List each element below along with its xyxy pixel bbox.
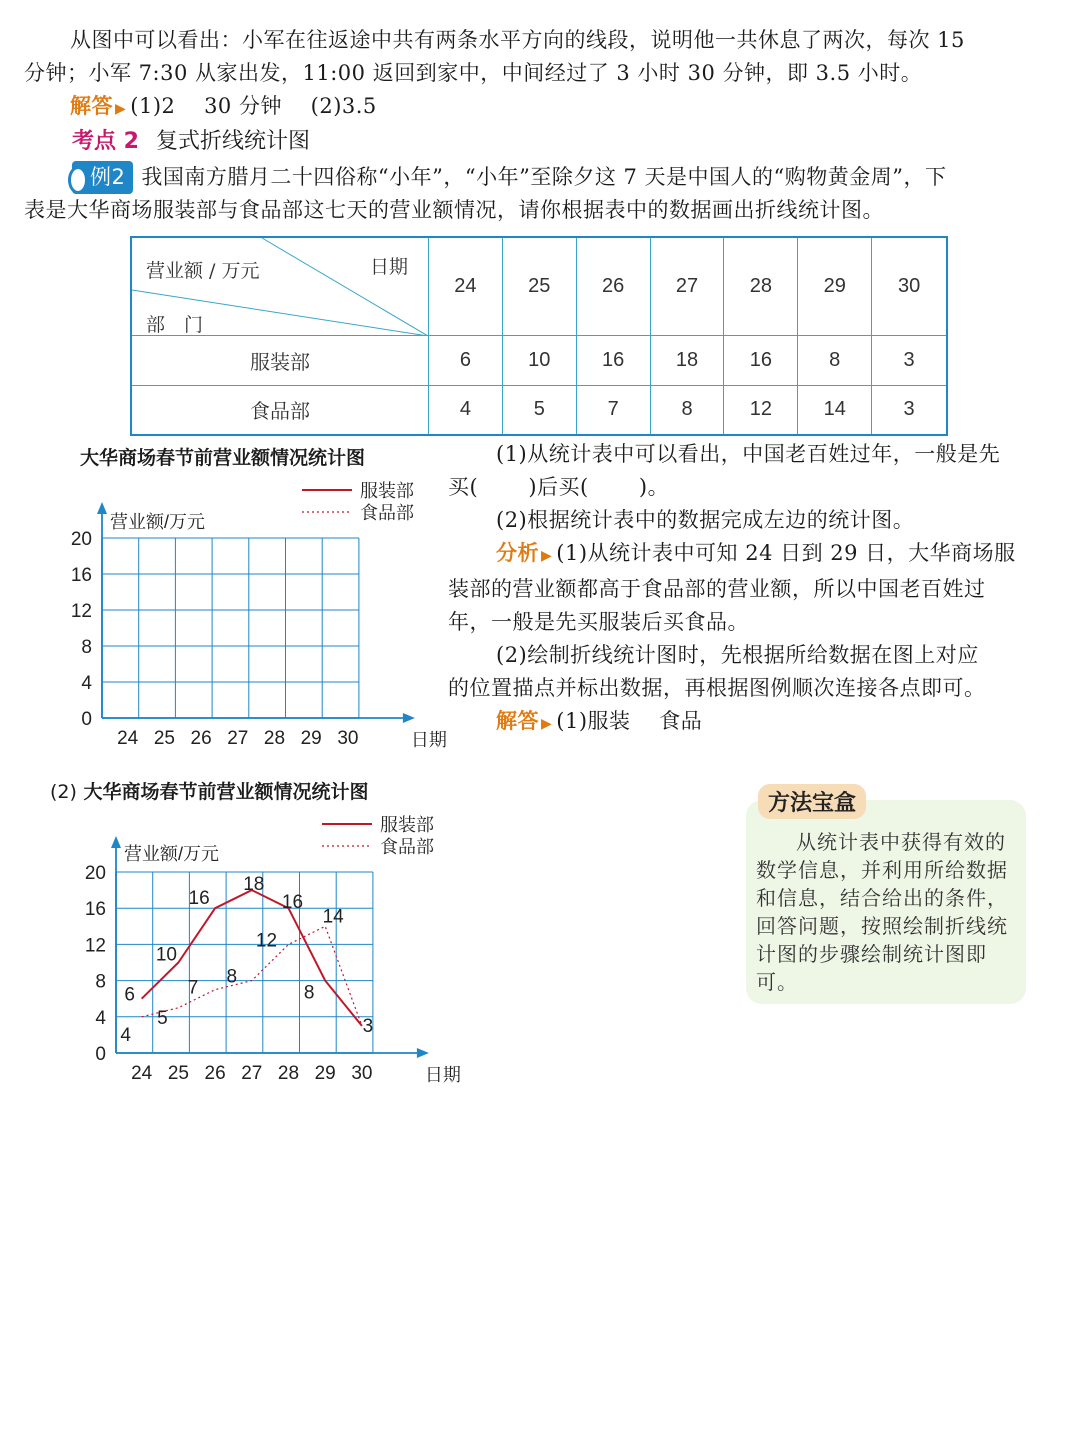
- intro-paragraph: [24, 24, 1064, 126]
- y-tick-label: 0: [95, 1044, 106, 1065]
- chart-empty-grid: [40, 478, 460, 758]
- series-line-food: [142, 926, 362, 1026]
- legend-label: 服装部: [380, 815, 434, 835]
- x-axis-arrow-icon: [403, 713, 415, 723]
- date-header: 26: [576, 237, 650, 335]
- date-header: 25: [502, 237, 576, 335]
- y-tick-label: 8: [81, 637, 92, 658]
- y-tick-label: 16: [84, 899, 106, 921]
- triangle-icon: ▶: [115, 101, 127, 117]
- table-cell: 3: [872, 385, 947, 435]
- y-tick-label: 12: [84, 935, 106, 957]
- analysis-line-5: 的位置描点并标出数据，再根据图例顺次连接各点即可。: [448, 676, 986, 700]
- x-tick-label: 29: [300, 728, 322, 749]
- triangle-icon: ▶: [541, 716, 553, 732]
- date-header: 30: [872, 237, 947, 335]
- y-axis-arrow-icon: [111, 836, 121, 848]
- y-tick-label: 4: [95, 1007, 106, 1029]
- table-cell: 8: [650, 385, 724, 435]
- y-axis-label: 营业额/万元: [110, 512, 206, 532]
- data-label: 16: [188, 888, 210, 910]
- solution-label: 解答: [496, 709, 539, 733]
- table-cell: 8: [798, 335, 872, 385]
- analysis-line-1: 分析 ▶ (1)从统计表中可知 24 日到 29 日，大华商场服: [496, 541, 1016, 565]
- y-tick-label: 4: [81, 673, 92, 694]
- y-tick-label: 8: [95, 971, 106, 993]
- x-tick-label: 25: [167, 1063, 189, 1084]
- corner-label-date: 日期: [370, 256, 409, 278]
- y-tick-label: 0: [81, 709, 92, 730]
- x-tick-label: 26: [190, 728, 212, 749]
- answer-label: 解答: [70, 94, 113, 118]
- intro-line-1: 从图中可以看出：小军在往返途中共有两条水平方向的线段，说明他一共休息了两次，每次 15: [70, 28, 965, 52]
- data-label: 7: [187, 977, 199, 999]
- section-title: 复式折线统计图: [155, 129, 310, 154]
- chart-completed: [60, 810, 480, 1100]
- data-label: 16: [281, 892, 304, 914]
- x-tick-label: 26: [204, 1063, 226, 1084]
- row-header: 食品部: [131, 385, 429, 435]
- x-tick-label: 27: [227, 728, 249, 749]
- analysis-line-2: 装部的营业额都高于食品部的营业额，所以中国老百姓过: [448, 577, 986, 601]
- y-tick-label: 20: [70, 529, 92, 550]
- method-box: [746, 791, 1026, 1004]
- legend-label: 食品部: [360, 503, 414, 523]
- section-heading: [72, 124, 310, 155]
- x-tick-label: 28: [263, 728, 286, 749]
- table-cell: 16: [724, 335, 798, 385]
- analysis-line-4: (2)绘制折线统计图时，先根据所给数据在图上对应: [496, 643, 979, 667]
- table-cell: 7: [576, 385, 650, 435]
- table-cell: 18: [650, 335, 724, 385]
- x-tick-label: 24: [131, 1063, 153, 1084]
- table-cell: 3: [872, 335, 947, 385]
- data-label: 10: [155, 944, 177, 966]
- triangle-icon: ▶: [541, 548, 553, 564]
- legend-label: 服装部: [360, 481, 414, 501]
- method-box-title: 方法宝盒: [758, 784, 866, 819]
- example-line-2: 表是大华商场服装部与食品部这七天的营业额情况，请你根据表中的数据画出折线统计图。: [24, 198, 884, 222]
- table-row: [131, 335, 947, 385]
- x-tick-label: 28: [277, 1063, 300, 1084]
- date-header: 28: [724, 237, 798, 335]
- data-label: 12: [255, 930, 278, 952]
- x-tick-label: 24: [117, 728, 139, 749]
- date-header: 29: [798, 237, 872, 335]
- analysis-label: 分析: [496, 541, 539, 565]
- y-tick-label: 12: [70, 601, 92, 622]
- method-box-text: 从统计表中获得有效的数学信息，并利用所给数据和信息，结合给出的条件，回答问题，按照绘制折线统计图的步骤绘制统计图即可。: [756, 830, 1008, 994]
- data-label: 14: [322, 906, 344, 928]
- table-corner-cell: [131, 237, 429, 335]
- intro-answer: [24, 90, 1064, 126]
- date-header: 24: [429, 237, 503, 335]
- analysis-line-3: 年，一般是先买服装后买食品。: [448, 610, 749, 634]
- table-cell: 16: [576, 335, 650, 385]
- row-header: 服装部: [131, 335, 429, 385]
- data-label: 3: [362, 1015, 374, 1037]
- table-cell: 12: [724, 385, 798, 435]
- corner-label-dept: 部 门: [146, 314, 204, 336]
- table-cell: 5: [502, 385, 576, 435]
- example-line-1: 例2 我国南方腊月二十四俗称“小年”，“小年”至除夕这 7 天是中国人的“购物黄金周”，下: [24, 161, 1064, 194]
- table-cell: 14: [798, 385, 872, 435]
- x-tick-label: 27: [241, 1063, 263, 1084]
- data-label: 4: [120, 1024, 131, 1046]
- y-axis-arrow-icon: [97, 502, 107, 514]
- table-row: [131, 385, 947, 435]
- data-label: 6: [124, 984, 135, 1006]
- x-axis-label: 日期: [424, 1065, 461, 1085]
- table-cell: 6: [429, 335, 503, 385]
- x-axis-arrow-icon: [417, 1048, 429, 1058]
- answer-text: (1)2 30 分钟 (2)3.5: [130, 94, 377, 118]
- data-label: 8: [303, 982, 315, 1004]
- example-badge: 例2: [72, 161, 133, 194]
- question-1b: 买( )后买( )。: [448, 475, 670, 499]
- chart1-title: 大华商场春节前营业额情况统计图: [80, 447, 366, 469]
- intro-line-2: 分钟；小军 7:30 从家出发，11:00 返回到家中，中间经过了 3 小时 30 分钟，即 3.5 小时。: [24, 61, 923, 85]
- question-1a: (1)从统计表中可以看出，中国老百姓过年，一般是先: [496, 442, 1001, 466]
- y-tick-label: 16: [70, 565, 92, 586]
- table-cell: 4: [429, 385, 503, 435]
- y-axis-label: 营业额/万元: [124, 844, 220, 864]
- solution-line: 解答 ▶ (1)服装 食品: [496, 709, 703, 733]
- question-2: (2)根据统计表中的数据完成左边的统计图。: [496, 508, 915, 532]
- data-label: 5: [157, 1007, 168, 1029]
- x-tick-label: 29: [314, 1063, 336, 1084]
- sales-table: [130, 236, 948, 436]
- data-label: 8: [226, 966, 238, 988]
- y-tick-label: 20: [84, 863, 106, 884]
- corner-label-amount: 营业额 / 万元: [146, 260, 260, 282]
- legend-label: 食品部: [380, 837, 434, 857]
- table-cell: 10: [502, 335, 576, 385]
- questions-block: [448, 438, 1064, 741]
- data-label: 18: [243, 874, 265, 896]
- x-tick-label: 25: [153, 728, 175, 749]
- chart2-title: (2) 大华商场春节前营业额情况统计图: [50, 781, 369, 803]
- x-tick-label: 30: [337, 728, 359, 749]
- x-axis-label: 日期: [410, 730, 447, 750]
- x-tick-label: 30: [351, 1063, 373, 1084]
- example-paragraph: [24, 161, 1064, 227]
- section-label: 考点 2: [72, 129, 139, 154]
- date-header: 27: [650, 237, 724, 335]
